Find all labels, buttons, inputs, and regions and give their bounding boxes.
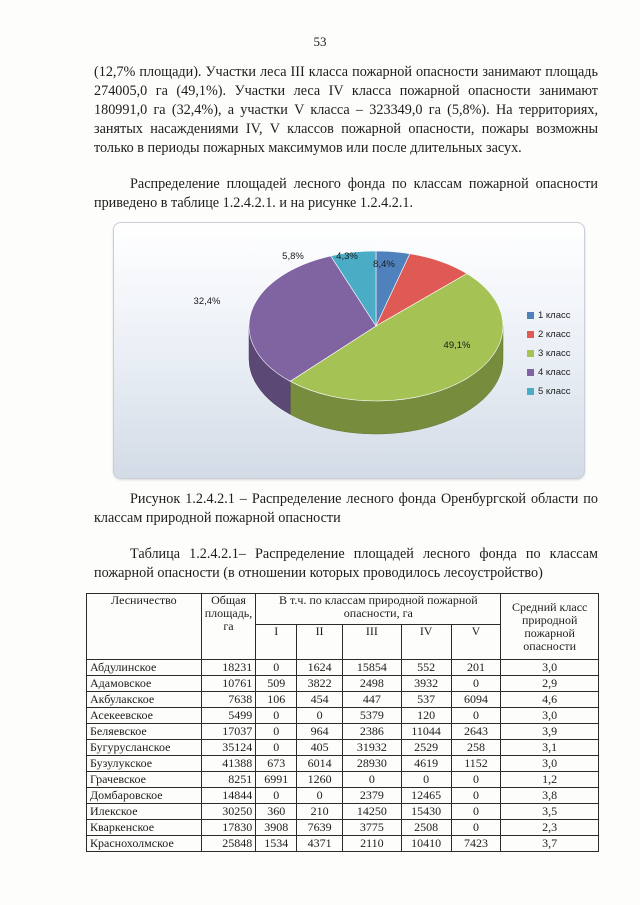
pie-chart-frame bbox=[113, 222, 585, 479]
cell-class-v: 6094 bbox=[451, 692, 501, 708]
pie-data-label-2: 8,4% bbox=[373, 259, 395, 270]
cell-class-iii: 0 bbox=[342, 772, 401, 788]
cell-total: 30250 bbox=[201, 804, 256, 820]
cell-average: 3,7 bbox=[501, 836, 599, 852]
pie-top bbox=[249, 251, 503, 401]
cell-class-ii: 405 bbox=[297, 740, 343, 756]
cell-class-iii: 2379 bbox=[342, 788, 401, 804]
cell-forestry: Абдулинское bbox=[87, 660, 202, 676]
cell-class-i: 0 bbox=[256, 740, 297, 756]
cell-total: 35124 bbox=[201, 740, 256, 756]
cell-average: 2,3 bbox=[501, 820, 599, 836]
page-number: 53 bbox=[313, 34, 327, 49]
table-title: Таблица 1.2.4.2.1– Распределение площадей лесного фонда по классам пожарной опасности (в отношении которых проводилось лесоустройство) bbox=[94, 546, 598, 581]
cell-average: 1,2 bbox=[501, 772, 599, 788]
cell-class-ii: 6014 bbox=[297, 756, 343, 772]
cell-class-iv: 3932 bbox=[401, 676, 451, 692]
cell-class-iv: 11044 bbox=[401, 724, 451, 740]
cell-class-v: 0 bbox=[451, 676, 501, 692]
cell-class-iv: 537 bbox=[401, 692, 451, 708]
cell-total: 17830 bbox=[201, 820, 256, 836]
cell-class-ii: 3822 bbox=[297, 676, 343, 692]
cell-class-iii: 2110 bbox=[342, 836, 401, 852]
legend-label: 3 класс bbox=[538, 348, 571, 359]
cell-average: 4,6 bbox=[501, 692, 599, 708]
cell-class-iii: 2386 bbox=[342, 724, 401, 740]
cell-class-v: 258 bbox=[451, 740, 501, 756]
cell-forestry: Краснохолмское bbox=[87, 836, 202, 852]
cell-forestry: Акбулакское bbox=[87, 692, 202, 708]
cell-class-i: 0 bbox=[256, 724, 297, 740]
cell-class-ii: 1624 bbox=[297, 660, 343, 676]
paragraph-fire-classes: (12,7% площади). Участки леса III класса пожарной опасности занимают площадь 274005,0 га (49,1%). Участки леса IV класса пожарной опасности занимают 180991,0 га (32,4%), а участки V класса – 323349,0 га (5,8%). На территориях, занятых насаждениями IV, V классов пожарной опасности, пожары возможны только в периоды пожарных максимумов или после длительных засух. bbox=[94, 64, 598, 156]
legend-swatch bbox=[527, 331, 534, 338]
cell-class-v: 0 bbox=[451, 772, 501, 788]
table-row bbox=[87, 820, 599, 836]
cell-forestry: Адамовское bbox=[87, 676, 202, 692]
legend-label: 4 класс bbox=[538, 367, 571, 378]
header-class-v: V bbox=[451, 625, 501, 660]
cell-class-iv: 2529 bbox=[401, 740, 451, 756]
table-row bbox=[87, 836, 599, 852]
legend-swatch bbox=[527, 350, 534, 357]
cell-class-ii: 4371 bbox=[297, 836, 343, 852]
cell-forestry: Бузулукское bbox=[87, 756, 202, 772]
table-row bbox=[87, 724, 599, 740]
cell-class-iv: 12465 bbox=[401, 788, 451, 804]
cell-class-iv: 10410 bbox=[401, 836, 451, 852]
pie-chart bbox=[114, 223, 584, 478]
cell-forestry: Асекеевское bbox=[87, 708, 202, 724]
cell-class-v: 0 bbox=[451, 708, 501, 724]
cell-class-ii: 210 bbox=[297, 804, 343, 820]
cell-class-ii: 1260 bbox=[297, 772, 343, 788]
cell-class-iv: 0 bbox=[401, 772, 451, 788]
cell-class-i: 106 bbox=[256, 692, 297, 708]
cell-total: 14844 bbox=[201, 788, 256, 804]
cell-average: 3,0 bbox=[501, 756, 599, 772]
cell-class-i: 673 bbox=[256, 756, 297, 772]
figure-caption: Рисунок 1.2.4.2.1 – Распределение лесного фонда Оренбургской области по классам природной пожарной опасности bbox=[94, 491, 598, 526]
cell-total: 17037 bbox=[201, 724, 256, 740]
chart-legend bbox=[527, 306, 571, 401]
cell-average: 3,9 bbox=[501, 724, 599, 740]
cell-class-i: 509 bbox=[256, 676, 297, 692]
cell-total: 10761 bbox=[201, 676, 256, 692]
cell-total: 18231 bbox=[201, 660, 256, 676]
cell-class-iii: 28930 bbox=[342, 756, 401, 772]
table-row bbox=[87, 772, 599, 788]
cell-class-iii: 3775 bbox=[342, 820, 401, 836]
header-forestry: Лесничество bbox=[87, 594, 202, 660]
cell-average: 3,1 bbox=[501, 740, 599, 756]
cell-total: 5499 bbox=[201, 708, 256, 724]
table-row bbox=[87, 676, 599, 692]
pie-data-label-4: 32,4% bbox=[193, 296, 221, 307]
table-row bbox=[87, 756, 599, 772]
forest-fire-class-table bbox=[86, 593, 599, 852]
cell-average: 2,9 bbox=[501, 676, 599, 692]
legend-item-5 bbox=[527, 382, 571, 401]
cell-class-iii: 447 bbox=[342, 692, 401, 708]
cell-class-i: 360 bbox=[256, 804, 297, 820]
cell-class-i: 6991 bbox=[256, 772, 297, 788]
table-row bbox=[87, 740, 599, 756]
legend-swatch bbox=[527, 369, 534, 376]
cell-class-ii: 0 bbox=[297, 708, 343, 724]
cell-class-ii: 7639 bbox=[297, 820, 343, 836]
paragraph-distribution-intro: Распределение площадей лесного фонда по классам пожарной опасности приведено в таблице 1.2.4.2.1. и на рисунке 1.2.4.2.1. bbox=[94, 176, 598, 211]
cell-class-iv: 2508 bbox=[401, 820, 451, 836]
cell-class-v: 0 bbox=[451, 788, 501, 804]
cell-forestry: Грачевское bbox=[87, 772, 202, 788]
cell-forestry: Домбаровское bbox=[87, 788, 202, 804]
header-class-iii: III bbox=[342, 625, 401, 660]
cell-forestry: Илекское bbox=[87, 804, 202, 820]
cell-total: 8251 bbox=[201, 772, 256, 788]
pie-data-label-5: 5,8% bbox=[282, 251, 304, 262]
cell-forestry: Кваркенское bbox=[87, 820, 202, 836]
cell-total: 7638 bbox=[201, 692, 256, 708]
cell-class-iii: 14250 bbox=[342, 804, 401, 820]
cell-class-iii: 15854 bbox=[342, 660, 401, 676]
cell-class-iv: 15430 bbox=[401, 804, 451, 820]
header-average-class: Средний класс природной пожарной опасности bbox=[501, 594, 599, 660]
cell-class-i: 0 bbox=[256, 708, 297, 724]
cell-class-iii: 31932 bbox=[342, 740, 401, 756]
cell-class-ii: 454 bbox=[297, 692, 343, 708]
header-class-ii: II bbox=[297, 625, 343, 660]
cell-class-v: 1152 bbox=[451, 756, 501, 772]
cell-class-i: 0 bbox=[256, 660, 297, 676]
cell-average: 3,0 bbox=[501, 708, 599, 724]
legend-label: 1 класс bbox=[538, 310, 571, 321]
cell-class-iii: 5379 bbox=[342, 708, 401, 724]
table-row bbox=[87, 660, 599, 676]
cell-class-i: 1534 bbox=[256, 836, 297, 852]
cell-class-iv: 120 bbox=[401, 708, 451, 724]
legend-label: 5 класс bbox=[538, 386, 571, 397]
header-class-iv: IV bbox=[401, 625, 451, 660]
cell-average: 3,0 bbox=[501, 660, 599, 676]
cell-class-v: 201 bbox=[451, 660, 501, 676]
cell-average: 3,8 bbox=[501, 788, 599, 804]
cell-forestry: Беляевское bbox=[87, 724, 202, 740]
cell-class-iv: 4619 bbox=[401, 756, 451, 772]
cell-total: 41388 bbox=[201, 756, 256, 772]
cell-class-v: 2643 bbox=[451, 724, 501, 740]
cell-class-v: 0 bbox=[451, 804, 501, 820]
legend-item-1 bbox=[527, 306, 571, 325]
legend-swatch bbox=[527, 312, 534, 319]
cell-class-v: 7423 bbox=[451, 836, 501, 852]
header-by-class: В т.ч. по классам природной пожарной опасности, га bbox=[256, 594, 501, 625]
cell-total: 25848 bbox=[201, 836, 256, 852]
table-row bbox=[87, 788, 599, 804]
legend-item-3 bbox=[527, 344, 571, 363]
cell-class-i: 0 bbox=[256, 788, 297, 804]
legend-label: 2 класс bbox=[538, 329, 571, 340]
cell-average: 3,5 bbox=[501, 804, 599, 820]
pie-data-label-3: 49,1% bbox=[443, 340, 471, 351]
table-row bbox=[87, 708, 599, 724]
table-row bbox=[87, 692, 599, 708]
cell-class-iv: 552 bbox=[401, 660, 451, 676]
legend-swatch bbox=[527, 388, 534, 395]
header-total-area: Общая площадь, га bbox=[201, 594, 256, 660]
pie-data-label-1: 4,3% bbox=[336, 251, 358, 262]
cell-class-i: 3908 bbox=[256, 820, 297, 836]
cell-class-ii: 0 bbox=[297, 788, 343, 804]
table-row bbox=[87, 804, 599, 820]
cell-class-v: 0 bbox=[451, 820, 501, 836]
legend-item-4 bbox=[527, 363, 571, 382]
cell-class-iii: 2498 bbox=[342, 676, 401, 692]
legend-item-2 bbox=[527, 325, 571, 344]
cell-forestry: Бугурусланское bbox=[87, 740, 202, 756]
cell-class-ii: 964 bbox=[297, 724, 343, 740]
header-class-i: I bbox=[256, 625, 297, 660]
